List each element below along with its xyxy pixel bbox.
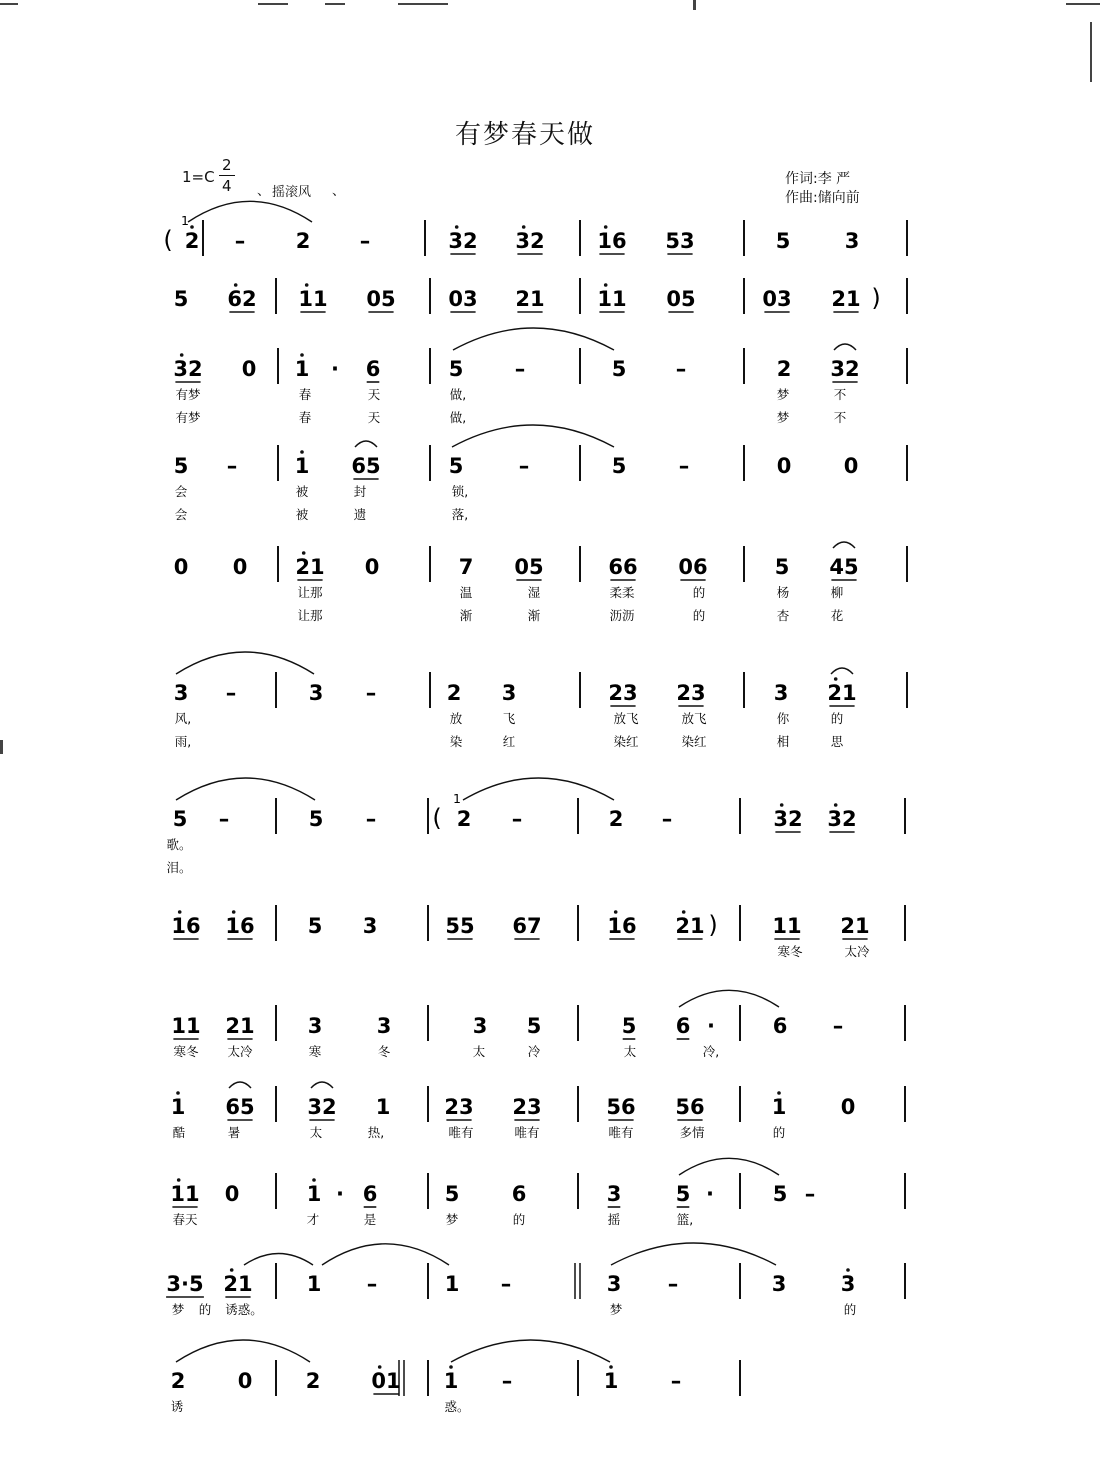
dot-mark: · bbox=[336, 1182, 344, 1206]
lyric-verse-1: 柔柔 bbox=[609, 585, 635, 600]
note: 16 bbox=[171, 914, 201, 938]
note: 23 bbox=[512, 1095, 542, 1119]
note: 5 bbox=[775, 229, 791, 253]
lyric-verse-1: 放飞 bbox=[613, 711, 639, 726]
lyric-verse-1: 暑 bbox=[227, 1125, 241, 1140]
tie-arc bbox=[453, 328, 614, 350]
octave-dot bbox=[230, 1268, 234, 1272]
note: 0 bbox=[237, 1369, 253, 1393]
note: 2 bbox=[456, 807, 472, 831]
intro-bracket: ( bbox=[163, 226, 173, 254]
lyric-verse-1: 不 bbox=[833, 387, 847, 402]
lyric-verse-2: 梦 bbox=[776, 410, 790, 425]
lyric-verse-1: 梦 bbox=[171, 1302, 185, 1317]
note: 7 bbox=[458, 555, 474, 579]
note: 65 bbox=[351, 454, 381, 478]
note: 1 bbox=[443, 1369, 459, 1393]
note: 5 bbox=[774, 555, 790, 579]
lyric-verse-1: 春 bbox=[298, 387, 312, 402]
dot-mark: · bbox=[707, 1014, 715, 1038]
time-signature-denominator: 4 bbox=[222, 177, 232, 195]
lyric-verse-1: 唯有 bbox=[608, 1125, 634, 1140]
note: 05 bbox=[366, 287, 396, 311]
sustain-dash: – bbox=[678, 454, 690, 478]
sustain-dash: – bbox=[667, 1272, 679, 1296]
sustain-dash: – bbox=[234, 229, 246, 253]
sustain-dash: – bbox=[675, 357, 687, 381]
lyric-verse-2: 让那 bbox=[297, 608, 323, 623]
note: 32 bbox=[448, 229, 478, 253]
note: 16 bbox=[607, 914, 637, 938]
octave-dot bbox=[232, 910, 236, 914]
lyric-verse-1: 的 bbox=[512, 1212, 526, 1227]
lyric-verse-1: 你 bbox=[776, 711, 790, 726]
note: 21 bbox=[225, 1014, 255, 1038]
dot-mark: · bbox=[331, 357, 339, 381]
octave-dot bbox=[777, 1091, 781, 1095]
note: 3 bbox=[771, 1272, 787, 1296]
note: 3 bbox=[606, 1272, 622, 1296]
tie-arc bbox=[176, 778, 315, 800]
note: 0 bbox=[232, 555, 248, 579]
lyric-verse-1: 是 bbox=[363, 1212, 377, 1227]
lyric-verse-1: 湿 bbox=[527, 585, 541, 600]
tie-arc bbox=[322, 1244, 449, 1265]
lyric-verse-2: 遗 bbox=[353, 507, 367, 522]
lyric-verse-1: 的 bbox=[198, 1302, 212, 1317]
lyric-verse-1: 梦 bbox=[776, 387, 790, 402]
note: 5 bbox=[675, 1182, 691, 1206]
lyric-verse-1: 放 bbox=[449, 711, 463, 726]
note: 2 bbox=[776, 357, 792, 381]
note: 65 bbox=[225, 1095, 255, 1119]
note: 11 bbox=[772, 914, 802, 938]
lyric-verse-1: 太 bbox=[472, 1044, 486, 1059]
note: 1 bbox=[306, 1182, 322, 1206]
lyric-verse-2: 杏 bbox=[776, 608, 790, 623]
tie-arc bbox=[188, 201, 312, 222]
note: 21 bbox=[295, 555, 325, 579]
note: 0 bbox=[776, 454, 792, 478]
note: 1 bbox=[306, 1272, 322, 1296]
lyric-verse-1: 歌。 bbox=[166, 837, 192, 852]
lyric-verse-1: 诱惑。 bbox=[225, 1302, 263, 1317]
tie-arc bbox=[176, 1340, 310, 1362]
octave-dot bbox=[780, 803, 784, 807]
octave-dot bbox=[305, 283, 309, 287]
note: 16 bbox=[597, 229, 627, 253]
lyric-verse-2: 天 bbox=[367, 410, 381, 425]
lyric-verse-2: 相 bbox=[776, 734, 790, 749]
lyric-verse-1: 春天 bbox=[172, 1212, 198, 1227]
note: 5 bbox=[611, 454, 627, 478]
lyric-verse-1: 寒冬 bbox=[173, 1044, 199, 1059]
lyric-verse-2: 落, bbox=[451, 507, 469, 522]
note: 16 bbox=[225, 914, 255, 938]
lyric-verse-2: 染红 bbox=[681, 734, 707, 749]
lyric-verse-2: 红 bbox=[502, 734, 516, 749]
sustain-dash: – bbox=[365, 807, 377, 831]
note: 23 bbox=[444, 1095, 474, 1119]
lyric-verse-2: 染 bbox=[449, 734, 463, 749]
note: 56 bbox=[606, 1095, 636, 1119]
octave-dot bbox=[312, 1178, 316, 1182]
octave-dot bbox=[834, 677, 838, 681]
tie-arc bbox=[463, 778, 614, 800]
lyric-verse-1: 会 bbox=[174, 484, 188, 499]
lyric-verse-1: 冷, bbox=[702, 1044, 720, 1059]
key-signature: 1=C bbox=[182, 168, 215, 186]
octave-dot bbox=[614, 910, 618, 914]
tie-arc bbox=[834, 344, 856, 350]
lyric-verse-1: 太冷 bbox=[227, 1044, 253, 1059]
sustain-dash: – bbox=[804, 1182, 816, 1206]
note: 3·5 bbox=[166, 1272, 204, 1296]
note: 1 bbox=[294, 454, 310, 478]
note: 5 bbox=[307, 914, 323, 938]
note: 67 bbox=[512, 914, 542, 938]
lyric-verse-1: 的 bbox=[692, 585, 706, 600]
note: 06 bbox=[678, 555, 708, 579]
lyric-verse-1: 飞 bbox=[502, 711, 516, 726]
note: 11 bbox=[597, 287, 627, 311]
note: 6 bbox=[772, 1014, 788, 1038]
note: 3 bbox=[840, 1272, 856, 1296]
lyric-verse-1: 唯有 bbox=[448, 1125, 474, 1140]
lyric-verse-1: 寒 bbox=[308, 1044, 322, 1059]
lyric-verse-2: 渐 bbox=[459, 608, 473, 623]
lyric-verse-1: 放飞 bbox=[681, 711, 707, 726]
lyric-verse-2: 思 bbox=[830, 734, 844, 749]
sustain-dash: – bbox=[359, 229, 371, 253]
note: 21 bbox=[840, 914, 870, 938]
lyric-verse-1: 杨 bbox=[776, 585, 790, 600]
lyric-verse-1: 太 bbox=[309, 1125, 323, 1140]
note: 23 bbox=[676, 681, 706, 705]
lyric-verse-1: 热, bbox=[367, 1125, 385, 1140]
note: 6 bbox=[365, 357, 381, 381]
note: 5 bbox=[621, 1014, 637, 1038]
lyric-verse-2: 泪。 bbox=[166, 860, 192, 875]
lyric-verse-1: 篮, bbox=[676, 1212, 694, 1227]
note: 5 bbox=[308, 807, 324, 831]
note: 0 bbox=[840, 1095, 856, 1119]
song-title: 有梦春天做 bbox=[454, 120, 595, 150]
note: 5 bbox=[172, 807, 188, 831]
octave-dot bbox=[522, 225, 526, 229]
lyric-verse-1: 有梦 bbox=[175, 387, 201, 402]
note: 0 bbox=[224, 1182, 240, 1206]
note: 2 bbox=[608, 807, 624, 831]
grace-note: 1 bbox=[453, 791, 461, 806]
note: 3 bbox=[173, 681, 189, 705]
octave-dot bbox=[300, 450, 304, 454]
octave-dot bbox=[178, 910, 182, 914]
note: 32 bbox=[515, 229, 545, 253]
lyric-verse-2: 雨, bbox=[174, 734, 192, 749]
note: 3 bbox=[472, 1014, 488, 1038]
note: 5 bbox=[173, 287, 189, 311]
note: 62 bbox=[227, 287, 257, 311]
lyric-verse-1: 冷 bbox=[527, 1044, 541, 1059]
lyric-verse-1: 锁, bbox=[451, 484, 469, 499]
lyric-verse-1: 的 bbox=[830, 711, 844, 726]
note: 05 bbox=[514, 555, 544, 579]
grace-note: 1 bbox=[181, 213, 189, 228]
note: 5 bbox=[444, 1182, 460, 1206]
dot-mark: · bbox=[706, 1182, 714, 1206]
lyric-verse-1: 太 bbox=[623, 1044, 637, 1059]
octave-dot bbox=[300, 353, 304, 357]
sustain-dash: – bbox=[832, 1014, 844, 1038]
lyric-verse-1: 风, bbox=[174, 711, 192, 726]
note: 6 bbox=[511, 1182, 527, 1206]
tie-arc bbox=[679, 1158, 779, 1175]
note: 11 bbox=[171, 1014, 201, 1038]
lyric-verse-1: 做, bbox=[449, 387, 467, 402]
lyric-verse-1: 温 bbox=[459, 585, 473, 600]
note: 2 bbox=[184, 229, 200, 253]
note: 5 bbox=[448, 357, 464, 381]
note: 23 bbox=[608, 681, 638, 705]
tie-arc bbox=[452, 425, 614, 447]
sustain-dash: – bbox=[366, 1272, 378, 1296]
octave-dot bbox=[234, 283, 238, 287]
sustain-dash: – bbox=[511, 807, 523, 831]
note: 2 bbox=[295, 229, 311, 253]
note: 32 bbox=[773, 807, 803, 831]
lyric-verse-1: 惑。 bbox=[444, 1399, 470, 1414]
note: 0 bbox=[843, 454, 859, 478]
octave-dot bbox=[190, 225, 194, 229]
octave-dot bbox=[177, 1178, 181, 1182]
note: 3 bbox=[308, 681, 324, 705]
note: 1 bbox=[375, 1095, 391, 1119]
octave-dot bbox=[449, 1365, 453, 1369]
lyric-verse-2: 沥沥 bbox=[609, 608, 635, 623]
lyric-verse-2: 做, bbox=[449, 410, 467, 425]
note: 3 bbox=[376, 1014, 392, 1038]
note: 1 bbox=[603, 1369, 619, 1393]
sustain-dash: – bbox=[500, 1272, 512, 1296]
sustain-dash: – bbox=[226, 454, 238, 478]
note: 2 bbox=[170, 1369, 186, 1393]
note: 21 bbox=[827, 681, 857, 705]
note: 32 bbox=[827, 807, 857, 831]
octave-dot bbox=[180, 353, 184, 357]
lyricist-credit: 作词:李 严 bbox=[785, 171, 851, 187]
lyric-verse-1: 冬 bbox=[377, 1044, 391, 1059]
tie-arc bbox=[831, 668, 853, 674]
lyric-verse-1: 封 bbox=[353, 484, 367, 499]
note: 21 bbox=[675, 914, 705, 938]
lyric-verse-1: 太冷 bbox=[844, 944, 870, 959]
lyric-verse-1: 酷 bbox=[172, 1125, 186, 1140]
tie-arc bbox=[833, 542, 855, 548]
note: 53 bbox=[665, 229, 695, 253]
note: 5 bbox=[173, 454, 189, 478]
lyric-verse-2: 的 bbox=[692, 608, 706, 623]
note: 11 bbox=[170, 1182, 200, 1206]
sustain-dash: – bbox=[218, 807, 230, 831]
note: 01 bbox=[371, 1369, 401, 1393]
lyric-verse-2: 渐 bbox=[527, 608, 541, 623]
lyric-verse-1: 天 bbox=[367, 387, 381, 402]
sustain-dash: – bbox=[225, 681, 237, 705]
octave-dot bbox=[455, 225, 459, 229]
note: 5 bbox=[611, 357, 627, 381]
tie-arc bbox=[451, 1340, 610, 1362]
octave-dot bbox=[604, 283, 608, 287]
tie-arc bbox=[311, 1082, 333, 1088]
octave-dot bbox=[302, 551, 306, 555]
note: 32 bbox=[307, 1095, 337, 1119]
octave-dot bbox=[834, 803, 838, 807]
octave-dot bbox=[846, 1268, 850, 1272]
lyric-verse-2: 染红 bbox=[613, 734, 639, 749]
note: 1 bbox=[771, 1095, 787, 1119]
time-signature-numerator: 2 bbox=[222, 156, 232, 174]
note: 03 bbox=[448, 287, 478, 311]
lyric-verse-1: 梦 bbox=[445, 1212, 459, 1227]
note: 3 bbox=[844, 229, 860, 253]
lyric-verse-1: 被 bbox=[295, 484, 309, 499]
intro-bracket: ( bbox=[432, 804, 442, 832]
note: 05 bbox=[666, 287, 696, 311]
note: 0 bbox=[241, 357, 257, 381]
lyric-verse-1: 的 bbox=[843, 1302, 857, 1317]
lyric-verse-2: 会 bbox=[174, 507, 188, 522]
lyric-verse-2: 不 bbox=[833, 410, 847, 425]
note: 5 bbox=[448, 454, 464, 478]
note: 2 bbox=[305, 1369, 321, 1393]
note: 6 bbox=[675, 1014, 691, 1038]
intro-bracket: ) bbox=[708, 911, 718, 939]
note: 21 bbox=[223, 1272, 253, 1296]
octave-dot bbox=[604, 225, 608, 229]
lyric-verse-1: 让那 bbox=[297, 585, 323, 600]
octave-dot bbox=[682, 910, 686, 914]
note: 56 bbox=[675, 1095, 705, 1119]
note: 45 bbox=[829, 555, 859, 579]
lyric-verse-2: 花 bbox=[830, 608, 844, 623]
sustain-dash: – bbox=[661, 807, 673, 831]
note: 3 bbox=[307, 1014, 323, 1038]
lyric-verse-2: 春 bbox=[298, 410, 312, 425]
note: 3 bbox=[362, 914, 378, 938]
note: 3 bbox=[773, 681, 789, 705]
intro-bracket: ) bbox=[871, 284, 881, 312]
lyric-verse-1: 寒冬 bbox=[777, 944, 803, 959]
note: 21 bbox=[831, 287, 861, 311]
lyric-verse-1: 诱 bbox=[170, 1399, 184, 1414]
tie-arc bbox=[611, 1243, 776, 1265]
note: 1 bbox=[294, 357, 310, 381]
note: 6 bbox=[362, 1182, 378, 1206]
octave-dot bbox=[176, 1091, 180, 1095]
note: 03 bbox=[762, 287, 792, 311]
tie-arc bbox=[229, 1082, 251, 1088]
note: 0 bbox=[364, 555, 380, 579]
note: 21 bbox=[515, 287, 545, 311]
octave-dot bbox=[378, 1365, 382, 1369]
tie-arc bbox=[244, 1254, 313, 1266]
note: 5 bbox=[526, 1014, 542, 1038]
sustain-dash: – bbox=[365, 681, 377, 705]
lyric-verse-1: 唯有 bbox=[514, 1125, 540, 1140]
note: 5 bbox=[772, 1182, 788, 1206]
note: 32 bbox=[173, 357, 203, 381]
lyric-verse-1: 柳 bbox=[830, 585, 844, 600]
tie-arc bbox=[679, 990, 779, 1007]
note: 0 bbox=[173, 555, 189, 579]
composer-credit: 作曲:储向前 bbox=[785, 190, 860, 206]
sustain-dash: – bbox=[501, 1369, 513, 1393]
lyric-verse-1: 的 bbox=[772, 1125, 786, 1140]
lyric-verse-1: 摇 bbox=[607, 1212, 621, 1227]
octave-dot bbox=[609, 1365, 613, 1369]
note: 1 bbox=[170, 1095, 186, 1119]
lyric-verse-2: 被 bbox=[295, 507, 309, 522]
note: 3 bbox=[501, 681, 517, 705]
lyric-verse-2: 有梦 bbox=[175, 410, 201, 425]
tie-arc bbox=[176, 652, 314, 674]
tie-arc bbox=[355, 441, 377, 447]
lyric-verse-1: 梦 bbox=[609, 1302, 623, 1317]
sustain-dash: – bbox=[670, 1369, 682, 1393]
lyric-verse-1: 多情 bbox=[679, 1125, 705, 1140]
note: 55 bbox=[445, 914, 475, 938]
sustain-dash: – bbox=[518, 454, 530, 478]
sustain-dash: – bbox=[514, 357, 526, 381]
style-marking: 摇滚风 bbox=[272, 185, 312, 200]
note: 3 bbox=[606, 1182, 622, 1206]
note: 11 bbox=[298, 287, 328, 311]
note: 32 bbox=[830, 357, 860, 381]
lyric-verse-1: 才 bbox=[306, 1212, 320, 1227]
note: 66 bbox=[608, 555, 638, 579]
note: 1 bbox=[444, 1272, 460, 1296]
score-page: 有梦春天做 1=C 2 4 、 摇滚风 、 作词:李 严 作曲:储向前 ( 2 – 2 – 32 32 16 53 5 3 1 ) 5 62 11 05 03 21 11 05 03 21 32 0 1 · 6 5 – 5 – 2 32 有梦 春 天 做, 梦 不 有梦 春 天 做, 梦 不 5 – 1 65 5 – 5 – 0 0 会 被 封 锁, 会 被 遗 落, 0 0 21 0 7 05 66 06 5 45 让那 温 湿 柔柔 的 杨 柳 让那 渐 渐 沥沥 的 杏 花 3 – 3 – 2 3 23 23 3 21 风, 放 飞 放飞 放飞 你 的 雨, 染 红 染红 染红 相 思 ( 5 – 5 – 2 – 2 – 32 32 1 歌。 泪。 ) 16 16 5 3 55 67 16 21 11 21 寒冬 太冷 11 21 3 3 3 5 5 6 · 6 – 寒冬 太冷 寒 冬 太 冷 太 冷, 1 65 32 1 23 23 56 56 1 0 酷 暑 太 热, 唯有 唯有 唯有 多情 的 11 0 1 · 6 5 6 3 5 · 5 – 春天 才 是 梦 的 摇 篮, 3·5 21 1 – 1 – 3 – 3 3 梦 的 诱惑。 梦 的 2 0 2 01 1 – 1 – 诱 惑。 bbox=[0, 0, 1100, 1476]
note: 2 bbox=[446, 681, 462, 705]
